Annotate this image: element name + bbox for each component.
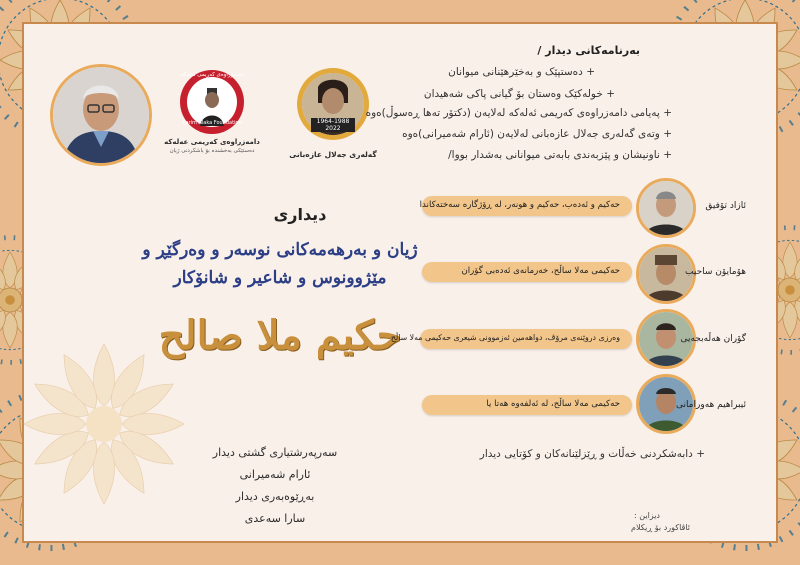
organizer-role-manager: بەڕێوەبەری دیدار bbox=[235, 490, 315, 503]
honoree-name: حکیم ملا صالح bbox=[158, 312, 402, 359]
gallery-years: 1964-1988 bbox=[316, 118, 350, 125]
speaker-name: ئیبراهیم هەورامانی bbox=[675, 400, 746, 410]
foundation-arc-text: دامەزراوەی کەریمی ئەلەکە bbox=[180, 72, 244, 78]
event-subtitle-line2: مێژوونوس و شاعیر و شانۆکار bbox=[173, 268, 387, 288]
speaker-topic-pill bbox=[419, 196, 632, 216]
foundation-description: دەستێکی بەخشندە بۆ باشکردنی ژیان bbox=[169, 148, 255, 154]
designer-label: دیزاین : bbox=[634, 511, 660, 520]
speaker-topic-pill bbox=[422, 395, 632, 415]
speaker-topic-pill bbox=[422, 262, 632, 282]
agenda-item: + خولەکێک وەستان بۆ گیانی پاکی شەهیدان bbox=[423, 88, 615, 100]
speaker-topic: وەرزی دروێنەی مرۆڤ، دواهەمین ئەزموونی شیعری حەکیمی مەلا ساڵح bbox=[390, 333, 620, 342]
gallery-logo bbox=[297, 68, 369, 140]
organizer-name-manager: سارا سەعدی bbox=[244, 512, 306, 525]
gallery-year2: 2022 bbox=[325, 125, 341, 132]
agenda-item: + دەستپێک و بەخێرهێنانی میوانان bbox=[448, 66, 595, 78]
speaker-topic: حەکیمی مەلا ساڵح، خەرمانەی ئەدەبی گۆران bbox=[461, 266, 620, 276]
designer-name: ئاڤاکورد بۆ ڕیکلام bbox=[631, 523, 690, 532]
foundation-logo bbox=[180, 70, 244, 134]
foundation-name: دامەزراوەی کەریمی عەلەکە bbox=[164, 138, 260, 146]
agenda-closing-item: + دابەشکردنی خەڵات و ڕێزلێنانەکان و کۆتایی دیدار bbox=[479, 448, 705, 460]
speaker-name: هۆمایۆن ساحیب bbox=[685, 267, 746, 277]
speaker-name: ئازاد تۆفیق bbox=[705, 201, 746, 211]
guest-portrait-hakim bbox=[50, 64, 152, 166]
speaker-photo bbox=[636, 178, 696, 238]
agenda-item: + پەیامی دامەزراوەی کەریمی ئەلەکە لەلایەن (دکتۆر تەها ڕەسوڵ)ەوە bbox=[365, 107, 672, 119]
agenda-item: + ناونیشان و پێزبەندی بابەتی میوانانی بەشدار بووا/ bbox=[448, 149, 672, 161]
organizer-role-general: سەرپەرشتیاری گشتی دیدار bbox=[212, 446, 338, 459]
foundation-latin-name: Karim Alaka Foundation bbox=[182, 120, 242, 126]
agenda-heading: بەرنامەکانی دیدار / bbox=[537, 44, 640, 57]
event-subtitle-line1: ژیان و بەرهەمەکانی نوسەر و وەرگێڕ و bbox=[142, 240, 418, 260]
speaker-topic: حەکیم و ئەدەب، حەکیم و هونەر، لە ڕۆژگارە سەختەکاندا bbox=[419, 200, 620, 210]
agenda-item: + وتەی گەلەری جەلال عازەبانی لەلایەن (ئارام شەمیرانی)ەوە bbox=[402, 128, 672, 140]
event-label: دیداری bbox=[273, 205, 327, 224]
organizer-name-general: ئارام شەمیرانی bbox=[239, 468, 311, 481]
gallery-name: گەلەری جەلال عازەبانی bbox=[289, 150, 377, 159]
speaker-topic-pill bbox=[390, 329, 632, 349]
speaker-name: گۆران هەڵەبجەیی bbox=[680, 334, 746, 344]
speaker-topic: حەکیمی مەلا ساڵح، لە ئەلفەوە هەتا یا bbox=[486, 399, 620, 409]
